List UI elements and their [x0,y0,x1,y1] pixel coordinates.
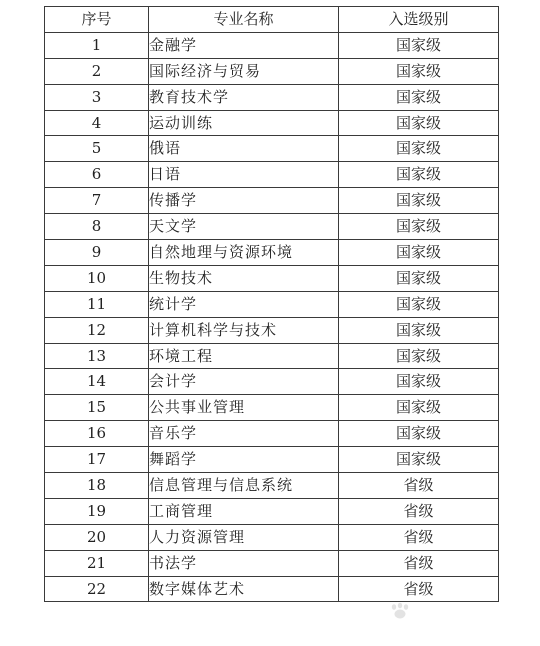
row-selection-level: 国家级 [339,317,499,343]
row-major-name: 环境工程 [149,343,339,369]
row-selection-level: 国家级 [339,84,499,110]
header-major-name: 专业名称 [149,7,339,33]
table-row [45,58,499,84]
row-selection-level: 国家级 [339,447,499,473]
row-number: 9 [45,240,149,266]
row-major-name: 公共事业管理 [149,395,339,421]
row-major-name: 自然地理与资源环境 [149,240,339,266]
row-number: 20 [45,524,149,550]
row-selection-level: 国家级 [339,58,499,84]
row-major-name: 音乐学 [149,421,339,447]
row-selection-level: 省级 [339,524,499,550]
table-row [45,162,499,188]
row-major-name: 传播学 [149,188,339,214]
row-major-name: 人力资源管理 [149,524,339,550]
row-major-name: 天文学 [149,214,339,240]
table-row [45,240,499,266]
table-row [45,395,499,421]
table-row [45,136,499,162]
row-selection-level: 国家级 [339,343,499,369]
header-number: 序号 [45,7,149,33]
row-number: 3 [45,84,149,110]
table-row [45,421,499,447]
row-number: 12 [45,317,149,343]
table-row [45,32,499,58]
table-row [45,447,499,473]
row-selection-level: 省级 [339,550,499,576]
row-number: 2 [45,58,149,84]
row-number: 6 [45,162,149,188]
row-major-name: 计算机科学与技术 [149,317,339,343]
row-selection-level: 国家级 [339,188,499,214]
row-major-name: 工商管理 [149,498,339,524]
row-selection-level: 国家级 [339,110,499,136]
row-selection-level: 国家级 [339,32,499,58]
row-major-name: 运动训练 [149,110,339,136]
row-selection-level: 国家级 [339,395,499,421]
row-major-name: 舞蹈学 [149,447,339,473]
row-major-name: 书法学 [149,550,339,576]
table-header [45,7,499,33]
row-number: 4 [45,110,149,136]
row-number: 5 [45,136,149,162]
header-row [45,7,499,33]
row-number: 7 [45,188,149,214]
row-number: 17 [45,447,149,473]
row-number: 16 [45,421,149,447]
row-number: 13 [45,343,149,369]
row-number: 22 [45,576,149,602]
row-selection-level: 国家级 [339,421,499,447]
row-number: 1 [45,32,149,58]
row-selection-level: 国家级 [339,265,499,291]
row-selection-level: 国家级 [339,240,499,266]
table-body [45,32,499,602]
row-selection-level: 国家级 [339,369,499,395]
row-major-name: 俄语 [149,136,339,162]
table-row [45,343,499,369]
row-number: 19 [45,498,149,524]
row-major-name: 统计学 [149,291,339,317]
majors-table [44,6,499,602]
table-row [45,576,499,602]
row-major-name: 教育技术学 [149,84,339,110]
table-row [45,214,499,240]
row-selection-level: 国家级 [339,136,499,162]
table-row [45,473,499,499]
table-row [45,188,499,214]
table-row [45,498,499,524]
row-selection-level: 省级 [339,498,499,524]
row-number: 15 [45,395,149,421]
row-number: 18 [45,473,149,499]
table-row [45,84,499,110]
row-selection-level: 国家级 [339,291,499,317]
row-selection-level: 国家级 [339,162,499,188]
table-row [45,524,499,550]
row-major-name: 日语 [149,162,339,188]
row-number: 21 [45,550,149,576]
table-row [45,265,499,291]
table-row [45,291,499,317]
row-selection-level: 省级 [339,576,499,602]
table-row [45,550,499,576]
row-major-name: 生物技术 [149,265,339,291]
row-major-name: 金融学 [149,32,339,58]
table-row [45,317,499,343]
table-row [45,110,499,136]
row-major-name: 会计学 [149,369,339,395]
row-selection-level: 国家级 [339,214,499,240]
row-major-name: 国际经济与贸易 [149,58,339,84]
header-selection-level: 入选级别 [339,7,499,33]
row-number: 11 [45,291,149,317]
paw-watermark-icon [388,602,414,620]
row-number: 10 [45,265,149,291]
row-number: 8 [45,214,149,240]
row-number: 14 [45,369,149,395]
table-row [45,369,499,395]
row-selection-level: 省级 [339,473,499,499]
row-major-name: 信息管理与信息系统 [149,473,339,499]
row-major-name: 数字媒体艺术 [149,576,339,602]
